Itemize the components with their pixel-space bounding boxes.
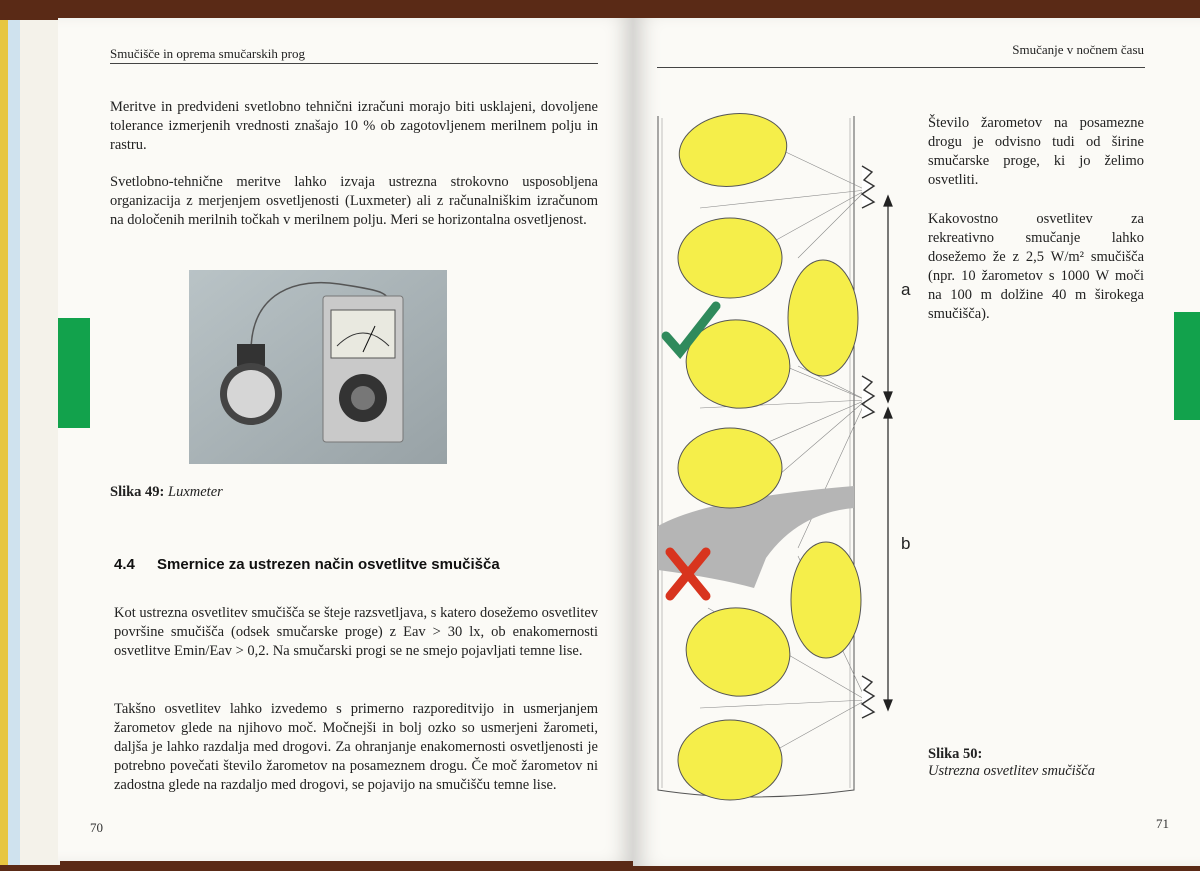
left-page	[58, 18, 633, 861]
section-title: Smernice za ustrezen način osvetlitve smučišča	[157, 556, 500, 573]
right-paragraph-1: Število žarometov na posamezne drogu je odvisno tudi od širine smučarske proge, ki jo želimo osvetliti.	[928, 115, 1144, 188]
section-4-4-heading	[114, 556, 500, 573]
right-header-rule	[657, 67, 1145, 68]
luxmeter-photo	[189, 270, 447, 464]
figure-50-label: Slika 50:	[928, 746, 983, 762]
left-page-number: 70	[90, 820, 103, 835]
right-page	[633, 18, 1200, 866]
figure-50-title: Ustrezna osvetlitev smučišča	[928, 763, 1095, 779]
left-paragraph-1: Meritve in predvideni svetlobno tehnični izračuni morajo biti usklajeni, dovoljene tolerance izmerjenih vrednosti znašajo 10 % ob zagotovljenem merilnem polju in rastru.	[110, 99, 598, 153]
left-paragraph-4: Takšno osvetlitev lahko izvedemo s primerno razporeditvijo in usmerjanjem žarometov glede na njihovo moč. Močnejši in bolj ozko so usmerjeni žarometi, daljša je lahko razdalja med drogovi. Za ohranjanje enakomernosti osvetljenosti je potrebno povečati število žarometov na posameznem drogu. Če moč žarometov ni zadostna glede na razdaljo med drogovi, se pojavijo na smučišču temne lise.	[114, 701, 598, 793]
book-edge	[0, 20, 60, 865]
right-page-number: 71	[1156, 816, 1169, 831]
figure-49-title: Luxmeter	[168, 484, 223, 500]
left-paragraph-3: Kot ustrezna osvetlitev smučišča se šteje razsvetljava, s katero dosežemo osvetlitev površine smučišča (odsek smučarske proge) z Eav > 30 lx, ob enakomernosti osvetlitve Emin/Eav > 0,2. Na smučarski progi se ne smejo pojavljati temne lise.	[114, 605, 598, 659]
left-header-rule	[110, 63, 598, 64]
figure-49-label: Slika 49:	[110, 484, 165, 500]
dimension-label-a: a	[901, 280, 911, 299]
left-paragraph-2: Svetlobno-tehnične meritve lahko izvaja ustrezna strokovno usposobljena organizacija z merjenjem osvetljenosti (Luxmeter) ali z računalniškim izračunom na določenih merilnih točkah v merilnem polju. Meri se horizontalna osvetljenost.	[110, 174, 598, 228]
right-paragraph-2: Kakovostno osvetlitev za rekreativno smučanje lahko dosežemo že z 2,5 W/m² smučišča (npr. 10 žarometov s 1000 W moči na 100 m dolžine 40 m širokega smučišča).	[928, 211, 1144, 322]
figure-50-caption	[928, 746, 1095, 780]
ski-slope-lighting-diagram	[648, 108, 918, 813]
dimension-label-b: b	[901, 534, 911, 553]
left-green-tab	[58, 318, 90, 428]
figure-49-caption	[110, 484, 223, 501]
left-running-head: Smučišče in oprema smučarskih prog	[110, 46, 305, 61]
right-running-head: Smučanje v nočnem času	[1012, 42, 1144, 57]
section-number: 4.4	[114, 556, 135, 573]
right-green-tab	[1174, 312, 1200, 420]
